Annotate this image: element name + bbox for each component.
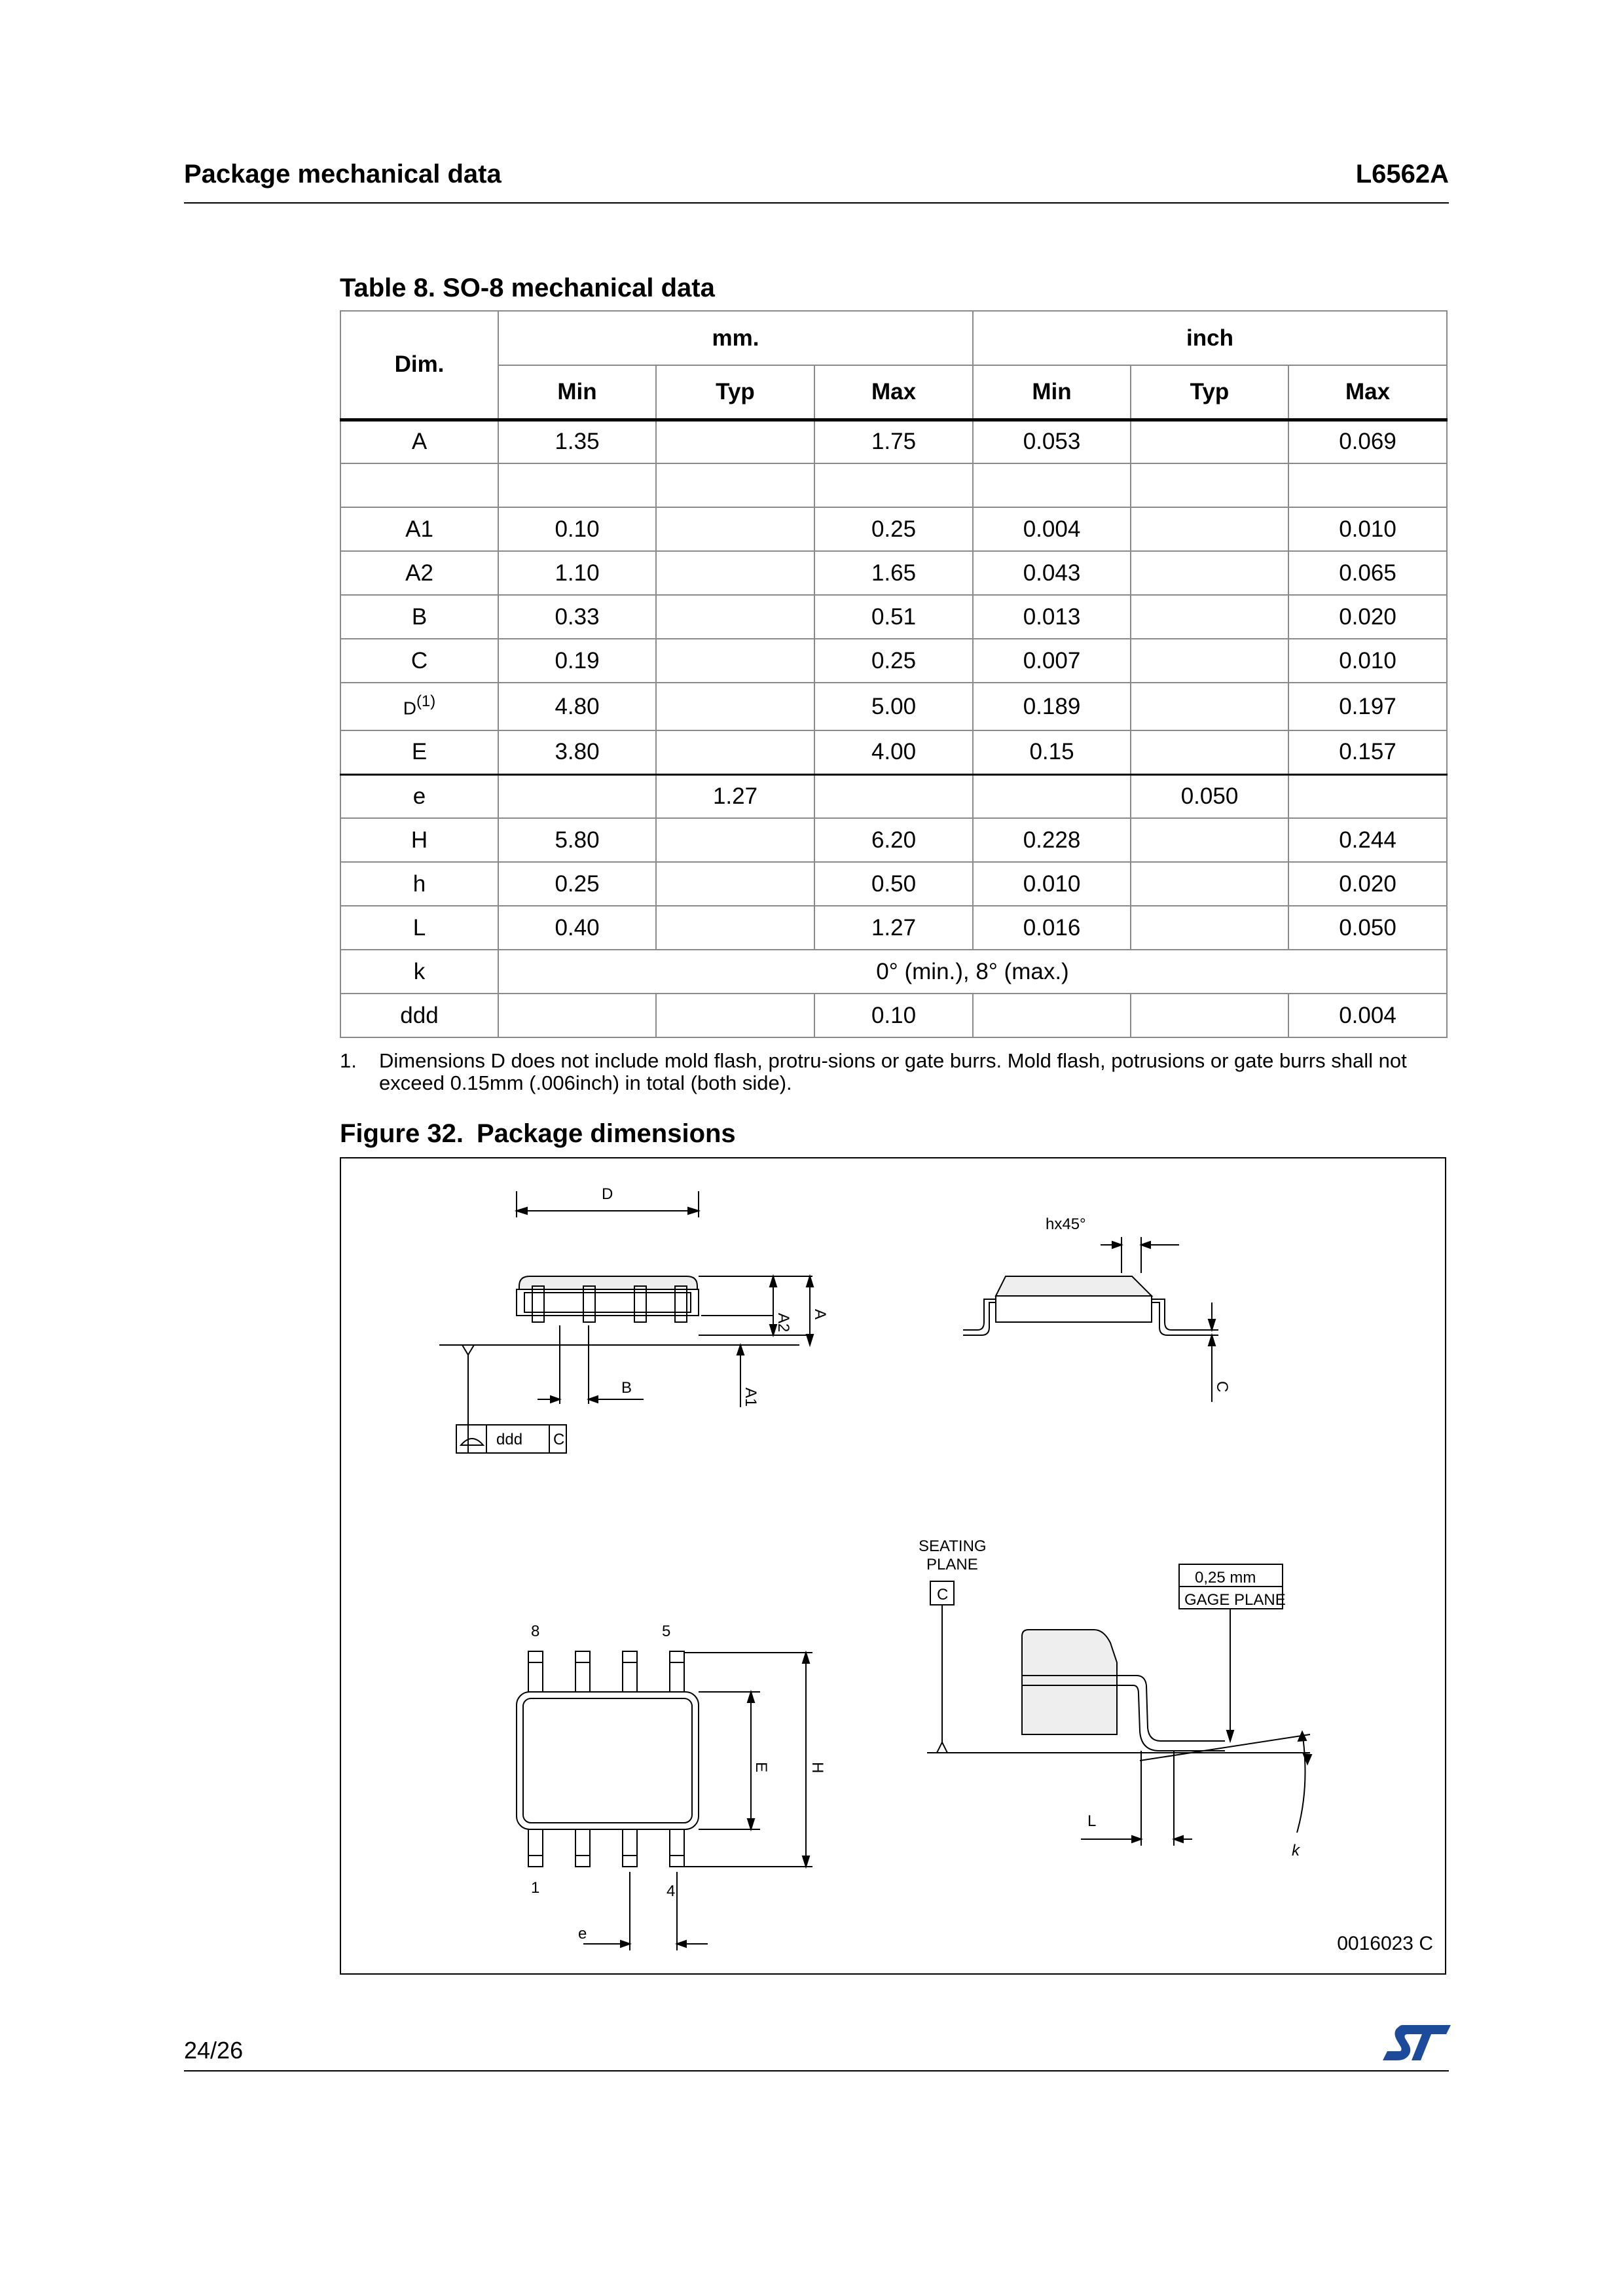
table-row <box>340 595 1447 639</box>
header-inch-typ: Typ <box>1131 365 1288 420</box>
label-pin-8: 8 <box>531 1623 540 1640</box>
table-row <box>340 774 1447 818</box>
header-dim: Dim. <box>340 311 498 420</box>
cell-mm-min: 1.10 <box>498 551 656 595</box>
cell-dim: k <box>340 950 498 994</box>
cell-mm-max: 0.51 <box>814 595 973 639</box>
cell-in-min: 0.007 <box>973 639 1131 683</box>
table-row <box>340 994 1447 1037</box>
label-e: e <box>578 1925 587 1943</box>
cell-in-max: 0.004 <box>1288 994 1447 1037</box>
table-row <box>340 507 1447 551</box>
cell-in-typ <box>1131 730 1288 774</box>
st-logo <box>1383 2022 1451 2066</box>
cell-in-min: 0.228 <box>973 818 1131 862</box>
end-view <box>963 1215 1231 1402</box>
page-number: 24/26 <box>184 2037 244 2064</box>
cell-in-min: 0.004 <box>973 507 1131 551</box>
cell-in-min: 0.013 <box>973 595 1131 639</box>
table-row <box>340 683 1447 730</box>
label-C: C <box>1213 1381 1231 1393</box>
cell-mm-typ <box>656 595 814 639</box>
cell-dim: L <box>340 906 498 950</box>
table-row <box>340 463 1447 507</box>
cell-in-min: 0.053 <box>973 420 1131 463</box>
cell-dim: H <box>340 818 498 862</box>
cell-in-typ <box>1131 420 1288 463</box>
label-hx45: hx45° <box>1046 1215 1086 1233</box>
top-view <box>517 1623 826 1950</box>
table-row <box>340 730 1447 774</box>
label-pin-5: 5 <box>662 1623 671 1640</box>
cell-mm-max: 0.10 <box>814 994 973 1037</box>
cell-dim: C <box>340 639 498 683</box>
cell-mm-typ <box>656 683 814 730</box>
cell-mm-max <box>814 774 973 818</box>
footnote-number: 1. <box>340 1049 357 1072</box>
header-mm-typ: Typ <box>656 365 814 420</box>
cell-mm-max: 0.25 <box>814 507 973 551</box>
cell-in-max <box>1288 774 1447 818</box>
cell-mm-max <box>814 463 973 507</box>
cell-in-typ <box>1131 818 1288 862</box>
header-mm-min: Min <box>498 365 656 420</box>
label-A2: A2 <box>775 1313 792 1333</box>
cell-dim: A <box>340 420 498 463</box>
footnote-text: Dimensions D does not include mold flash, protru-sions or gate burrs. Mold flash, potrusions or gate burrs shall not exceed 0.15mm (.006inch) in total (both side). <box>379 1049 1407 1094</box>
table-footnote <box>340 1050 1446 1094</box>
cell-in-typ <box>1131 683 1288 730</box>
label-H: H <box>809 1762 826 1774</box>
label-A: A <box>811 1309 829 1320</box>
section-title: Package mechanical data <box>184 160 501 188</box>
cell-mm-min: 0.33 <box>498 595 656 639</box>
cell-in-min <box>973 463 1131 507</box>
label-gage-dim: 0,25 mm <box>1195 1569 1256 1587</box>
label-seating-plane-2: PLANE <box>926 1556 978 1573</box>
cell-in-max: 0.069 <box>1288 420 1447 463</box>
cell-in-max: 0.010 <box>1288 507 1447 551</box>
cell-mm-min: 0.40 <box>498 906 656 950</box>
cell-mm-min: 0.25 <box>498 862 656 906</box>
label-B: B <box>621 1379 632 1397</box>
cell-mm-typ <box>656 906 814 950</box>
cell-in-max <box>1288 463 1447 507</box>
cell-in-max: 0.020 <box>1288 862 1447 906</box>
label-k: k <box>1292 1842 1300 1859</box>
header-inch: inch <box>973 311 1447 365</box>
cell-in-min: 0.016 <box>973 906 1131 950</box>
cell-in-typ <box>1131 906 1288 950</box>
cell-mm-max: 1.65 <box>814 551 973 595</box>
cell-dim: A1 <box>340 507 498 551</box>
cell-mm-max: 5.00 <box>814 683 973 730</box>
cell-in-typ <box>1131 994 1288 1037</box>
cell-mm-typ <box>656 862 814 906</box>
label-seating-c: C <box>937 1586 949 1604</box>
st-logo-icon <box>1383 2022 1451 2063</box>
cell-in-typ: 0.050 <box>1131 774 1288 818</box>
cell-in-typ <box>1131 862 1288 906</box>
label-E: E <box>752 1762 770 1773</box>
label-D: D <box>602 1185 613 1203</box>
cell-dim: E <box>340 730 498 774</box>
gage-plane-view <box>919 1537 1311 1859</box>
figure-title <box>340 1119 736 1149</box>
cell-in-min <box>973 774 1131 818</box>
cell-mm-max: 1.27 <box>814 906 973 950</box>
cell-mm-max: 4.00 <box>814 730 973 774</box>
figure-code: 0016023 C <box>1337 1933 1433 1954</box>
cell-in-max: 0.197 <box>1288 683 1447 730</box>
cell-mm-min: 1.35 <box>498 420 656 463</box>
label-c-box: C <box>553 1431 565 1448</box>
label-A1: A1 <box>742 1388 759 1407</box>
cell-in-max: 0.020 <box>1288 595 1447 639</box>
dim-d-label: D <box>403 698 416 719</box>
label-gage-plane: GAGE PLANE <box>1184 1591 1286 1609</box>
cell-in-max: 0.050 <box>1288 906 1447 950</box>
cell-in-max: 0.157 <box>1288 730 1447 774</box>
cell-mm-min <box>498 774 656 818</box>
cell-mm-max: 6.20 <box>814 818 973 862</box>
cell-dim <box>340 683 498 730</box>
cell-in-min: 0.189 <box>973 683 1131 730</box>
table-title: Table 8. SO-8 mechanical data <box>340 274 715 302</box>
table-row <box>340 950 1447 994</box>
cell-mm-max: 0.50 <box>814 862 973 906</box>
figure-caption: Package dimensions <box>476 1119 736 1148</box>
cell-in-max: 0.244 <box>1288 818 1447 862</box>
header-mm: mm. <box>498 311 973 365</box>
cell-mm-typ <box>656 994 814 1037</box>
footer-rule <box>184 2070 1449 2072</box>
cell-dim <box>340 463 498 507</box>
cell-mm-typ <box>656 551 814 595</box>
part-number: L6562A <box>1355 160 1449 188</box>
cell-dim: h <box>340 862 498 906</box>
mechanical-data-table <box>340 310 1448 1038</box>
cell-mm-typ <box>656 463 814 507</box>
label-pin-1: 1 <box>531 1879 540 1897</box>
cell-in-min <box>973 994 1131 1037</box>
cell-dim: A2 <box>340 551 498 595</box>
cell-in-typ <box>1131 463 1288 507</box>
header-inch-max: Max <box>1288 365 1447 420</box>
cell-in-min: 0.15 <box>973 730 1131 774</box>
figure-label: Figure 32. <box>340 1119 464 1148</box>
cell-mm-min: 0.19 <box>498 639 656 683</box>
header-mm-max: Max <box>814 365 973 420</box>
footnote-ref: (1) <box>416 692 436 711</box>
cell-in-typ <box>1131 507 1288 551</box>
cell-in-typ <box>1131 551 1288 595</box>
package-dimensions-figure <box>340 1157 1446 1975</box>
cell-dim: B <box>340 595 498 639</box>
cell-dim: ddd <box>340 994 498 1037</box>
cell-mm-typ <box>656 639 814 683</box>
cell-mm-max: 1.75 <box>814 420 973 463</box>
cell-in-min: 0.010 <box>973 862 1131 906</box>
label-L: L <box>1087 1812 1097 1830</box>
cell-mm-min: 5.80 <box>498 818 656 862</box>
cell-in-max: 0.065 <box>1288 551 1447 595</box>
cell-mm-min <box>498 463 656 507</box>
cell-dim: e <box>340 774 498 818</box>
side-view <box>439 1185 829 1453</box>
table-row <box>340 862 1447 906</box>
table-row <box>340 420 1447 463</box>
cell-in-max: 0.010 <box>1288 639 1447 683</box>
label-seating-plane-1: SEATING <box>919 1537 987 1555</box>
table-row <box>340 639 1447 683</box>
cell-mm-typ <box>656 818 814 862</box>
cell-mm-typ: 1.27 <box>656 774 814 818</box>
cell-mm-typ <box>656 507 814 551</box>
header-inch-min: Min <box>973 365 1131 420</box>
cell-mm-typ <box>656 730 814 774</box>
cell-mm-max: 0.25 <box>814 639 973 683</box>
cell-mm-min <box>498 994 656 1037</box>
cell-in-min: 0.043 <box>973 551 1131 595</box>
cell-mm-typ <box>656 420 814 463</box>
cell-angle-span: 0° (min.), 8° (max.) <box>498 950 1447 994</box>
table-row <box>340 551 1447 595</box>
table-row <box>340 906 1447 950</box>
cell-mm-min: 0.10 <box>498 507 656 551</box>
cell-in-typ <box>1131 639 1288 683</box>
label-pin-4: 4 <box>666 1882 676 1900</box>
header-rule <box>184 202 1449 204</box>
package-drawing <box>341 1158 1445 1973</box>
table-row <box>340 818 1447 862</box>
cell-mm-min: 3.80 <box>498 730 656 774</box>
cell-in-typ <box>1131 595 1288 639</box>
label-ddd: ddd <box>496 1431 523 1448</box>
cell-mm-min: 4.80 <box>498 683 656 730</box>
